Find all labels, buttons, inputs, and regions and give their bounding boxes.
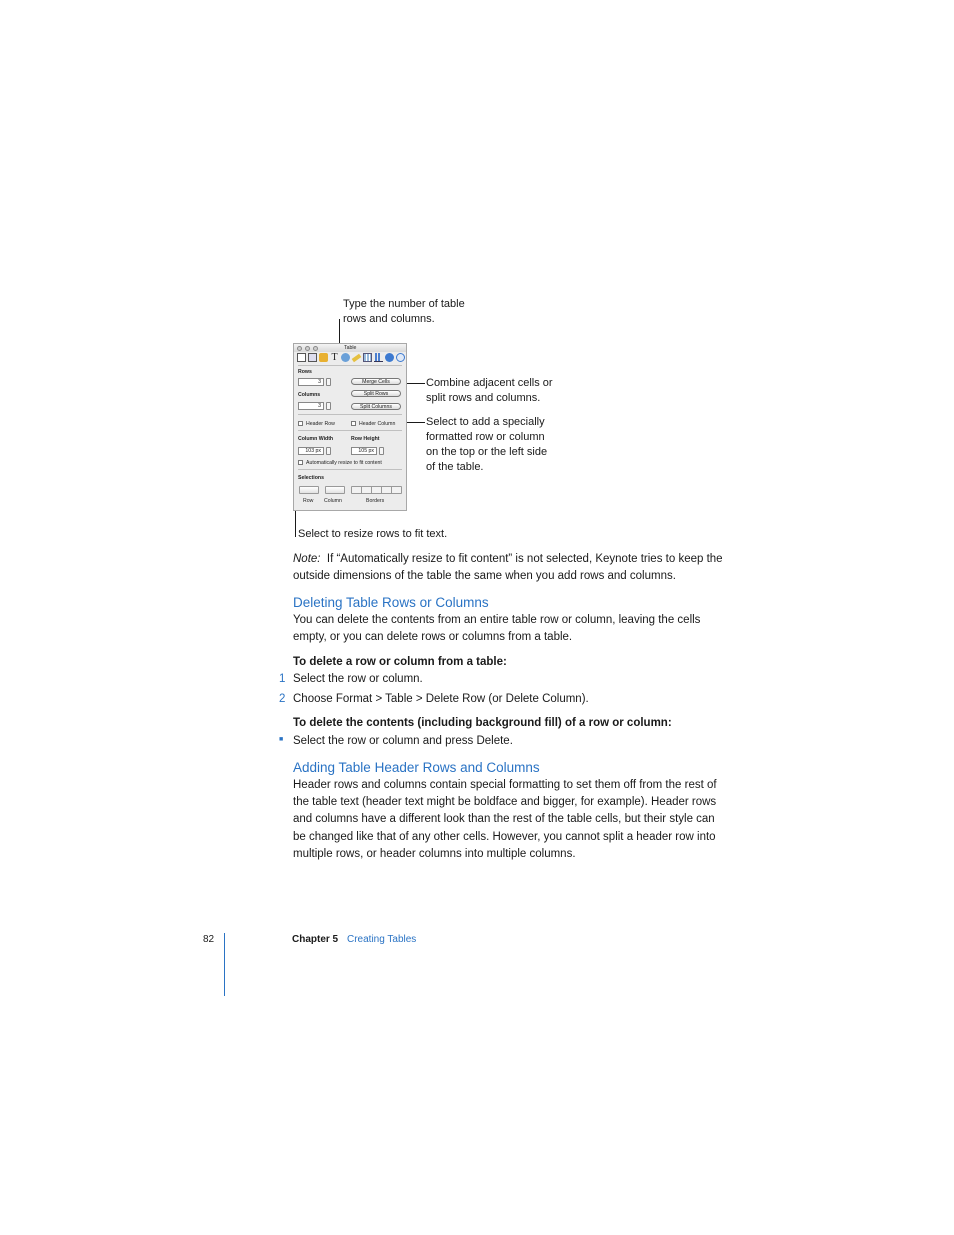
zoom-window-button[interactable] [313, 346, 318, 351]
note-paragraph [293, 551, 733, 585]
document-inspector-icon[interactable] [297, 353, 306, 362]
split-rows-button[interactable]: Split Rows [351, 390, 401, 397]
text-inspector-icon[interactable]: T [331, 352, 338, 363]
chart-inspector-icon[interactable] [374, 353, 383, 362]
table-inspector-window [293, 343, 407, 511]
row-height-label: Row Height [351, 436, 380, 442]
section2-paragraph [293, 777, 738, 863]
columns-field[interactable]: 3 [298, 402, 324, 410]
callout-line: Type the number of table [343, 298, 465, 310]
row-height-field[interactable]: 105 px [351, 447, 377, 455]
callout-line: split rows and columns. [426, 392, 541, 404]
select-column-button[interactable] [325, 486, 345, 494]
paragraph-line: Header rows and columns contain special formatting to set them off from the rest of [293, 779, 717, 791]
inspector-toolbar [297, 353, 405, 363]
note-text-2: outside dimensions of the table the same when you add rows and columns. [293, 570, 676, 583]
step-text: Select the row or column. [293, 673, 423, 685]
build-inspector-icon[interactable] [319, 353, 328, 362]
minimize-window-button[interactable] [305, 346, 310, 351]
row-height-stepper[interactable] [379, 447, 384, 455]
callout-line: Select to add a specially [426, 416, 545, 428]
footer-chapter-title: Creating Tables [347, 934, 417, 945]
step-number: 1 [279, 673, 286, 685]
note-label: Note: [293, 553, 321, 565]
leader-line [404, 383, 425, 384]
task-heading-delete-row: To delete a row or column from a table: [293, 656, 507, 668]
callout-line: formatted row or column [426, 431, 545, 443]
hyperlink-inspector-icon[interactable] [385, 353, 394, 362]
note-text: If “Automatically resize to fit content” is not selected, Keynote tries to keep the [326, 553, 723, 565]
callout-header [426, 415, 547, 475]
callout-rows-columns [343, 297, 465, 327]
bullet-text: Select the row or column and press Delete. [293, 735, 513, 747]
step-number: 2 [279, 693, 286, 705]
footer-rule [224, 933, 225, 996]
divider [298, 430, 402, 431]
callout-line: Combine adjacent cells or [426, 377, 553, 389]
row-button-label: Row [303, 498, 314, 504]
task-heading-delete-contents: To delete the contents (including background fill) of a row or column: [293, 717, 672, 729]
header-column-checkbox[interactable] [351, 421, 356, 426]
section-heading-deleting: Deleting Table Rows or Columns [293, 595, 489, 610]
footer-chapter: Chapter 5 [292, 934, 339, 945]
bullet-icon: ■ [279, 736, 284, 743]
slide-inspector-icon[interactable] [308, 353, 317, 362]
auto-resize-label: Automatically resize to fit content [306, 460, 382, 466]
paragraph-line: and columns have a different look than the rest of the table cells, but their style can [293, 813, 715, 826]
quicktime-inspector-icon[interactable] [396, 353, 405, 362]
page-number: 82 [203, 934, 215, 945]
step-text: Choose Format > Table > Delete Row (or Delete Column). [293, 693, 589, 705]
column-width-label: Column Width [298, 436, 334, 442]
callout-line: of the table. [426, 461, 484, 473]
section-heading-adding: Adding Table Header Rows and Columns [293, 760, 540, 775]
rows-field[interactable]: 3 [298, 378, 324, 386]
header-column-label: Header Column [359, 421, 396, 427]
column-width-field[interactable]: 103 px [298, 447, 324, 455]
divider [298, 469, 402, 470]
close-window-button[interactable] [297, 346, 302, 351]
callout-merge-split [426, 376, 553, 406]
rows-label: Rows [298, 369, 312, 375]
selections-label: Selections [298, 475, 324, 481]
paragraph-line: You can delete the contents from an entire table row or column, leaving the cells [293, 614, 701, 626]
metrics-inspector-icon[interactable] [352, 354, 362, 362]
inspector-title: Table [344, 345, 357, 351]
section1-paragraph [293, 612, 733, 646]
paragraph-line: be changed like that of any other cells. However, you cannot split a header row into [293, 830, 716, 843]
header-row-checkbox[interactable] [298, 421, 303, 426]
paragraph-line: empty, or you can delete rows or columns from a table. [293, 631, 573, 644]
header-row-label: Header Row [306, 421, 335, 427]
divider [298, 365, 402, 366]
split-columns-button[interactable]: Split Columns [351, 403, 401, 410]
column-button-label: Column [324, 498, 342, 504]
select-borders-button[interactable] [351, 486, 402, 494]
inspector-titlebar [294, 344, 406, 352]
merge-cells-button[interactable]: Merge Cells [351, 378, 401, 385]
select-row-button[interactable] [299, 486, 319, 494]
borders-button-label: Borders [366, 498, 385, 504]
columns-stepper[interactable] [326, 402, 331, 410]
callout-line: on the top or the left side [426, 446, 548, 458]
columns-label: Columns [298, 392, 321, 398]
graphic-inspector-icon[interactable] [341, 353, 350, 362]
callout-resize: Select to resize rows to fit text. [298, 528, 448, 540]
divider [298, 414, 402, 415]
table-inspector-icon[interactable] [363, 353, 372, 362]
auto-resize-checkbox[interactable] [298, 460, 303, 465]
paragraph-line: the table text (header text might be boldface and bigger, for example). Header rows [293, 796, 717, 809]
column-width-stepper[interactable] [326, 447, 331, 455]
paragraph-line: multiple rows, or header columns into multiple columns. [293, 847, 576, 860]
callout-line: rows and columns. [343, 313, 435, 325]
rows-stepper[interactable] [326, 378, 331, 386]
